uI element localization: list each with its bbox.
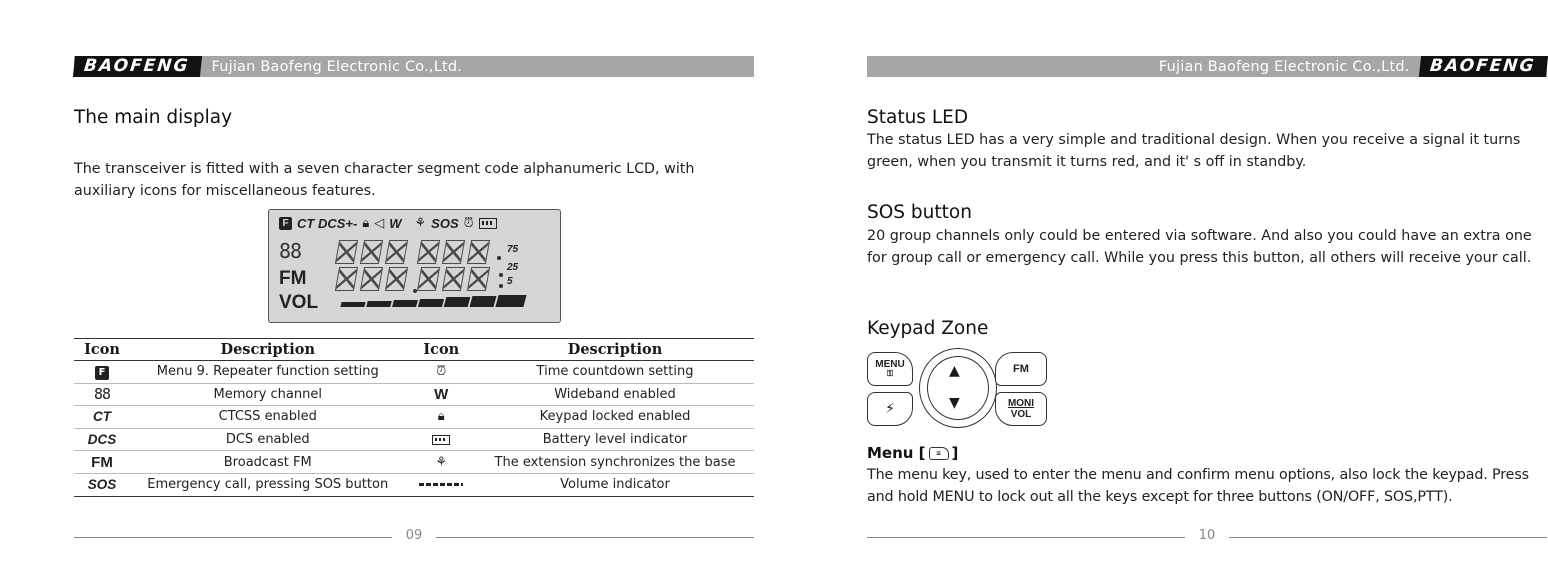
lcd-display-illustration <box>268 209 561 323</box>
lcd-sub-75: 75 <box>507 244 519 255</box>
icon-description-table <box>74 338 754 497</box>
lcd-segment-digit <box>467 240 490 264</box>
table-row <box>74 473 754 496</box>
footer-rule <box>867 537 1185 538</box>
table-cell-icon <box>74 473 130 496</box>
volume-indicator-icon <box>419 483 463 486</box>
table-cell-icon <box>406 451 476 474</box>
status-led-paragraph: The status LED has a very simple and traditional design. When you receive a signal it turns green, when you transmit it turns red, and it' s off in standby. <box>867 132 1521 170</box>
page-header <box>74 56 754 77</box>
lcd-segment-digit <box>385 267 408 291</box>
intro-paragraph: The transceiver is fitted with a seven character segment code alphanumeric LCD, with auxiliary icons for miscellaneous features. <box>74 161 695 199</box>
footer-rule <box>436 537 754 538</box>
lcd-segment-digit <box>417 240 440 264</box>
memory-channel-icon: 88 <box>93 385 111 404</box>
footer-rule <box>74 537 392 538</box>
flashlight-icon: ⚡︎ <box>885 401 895 417</box>
table-cell-icon <box>406 428 476 451</box>
table-cell-icon <box>74 361 130 384</box>
column-header-icon: Icon <box>74 339 130 361</box>
table-header-row <box>74 339 754 361</box>
lcd-sos-label: SOS <box>431 215 459 231</box>
flashlight-key <box>867 392 913 426</box>
page-header <box>867 56 1547 77</box>
arrow-key-inner <box>927 356 989 420</box>
lcd-speaker-icon: ◁ <box>374 215 385 230</box>
page-number: 09 <box>405 528 423 543</box>
lcd-small-dot <box>499 284 503 288</box>
lcd-volume-bar <box>444 297 471 307</box>
left-page <box>74 0 754 568</box>
menu-key-inline-icon: ≡ <box>929 447 949 460</box>
baofeng-logo: BAOFENG <box>1418 56 1548 77</box>
table-cell-description: Memory channel <box>130 383 406 406</box>
page-number: 10 <box>1198 528 1216 543</box>
table-cell-icon <box>74 406 130 429</box>
sos-icon: SOS <box>87 476 117 492</box>
lcd-icon-row <box>279 215 497 231</box>
repeater-f-icon: F <box>95 366 109 380</box>
menu-subtitle-prefix: Menu [ <box>867 444 926 462</box>
table-cell-icon <box>406 361 476 384</box>
lcd-f-icon: F <box>279 217 292 230</box>
lcd-volume-bar <box>470 296 497 307</box>
table-cell-icon <box>406 406 476 429</box>
lcd-sub-25: 25 <box>507 262 519 273</box>
section-title-main-display: The main display <box>74 107 233 128</box>
keypad-illustration <box>867 348 1057 432</box>
footer-rule <box>1229 537 1547 538</box>
lcd-battery-icon <box>479 218 497 229</box>
table-cell-description: Time countdown setting <box>476 361 754 384</box>
table-row <box>74 406 754 429</box>
column-header-description: Description <box>130 339 406 361</box>
menu-subtitle-suffix: ] <box>951 444 959 462</box>
lcd-segment-digit <box>385 240 408 264</box>
lcd-lock-icon: 🔒︎ <box>362 215 370 230</box>
menu-key <box>867 352 913 386</box>
lcd-segment-digit <box>360 240 383 264</box>
right-page <box>867 0 1547 568</box>
lcd-vol-label: VOL <box>279 292 319 313</box>
table-cell-description: Volume indicator <box>476 473 754 496</box>
lcd-w-label: W <box>389 215 402 231</box>
table-cell-description: DCS enabled <box>130 428 406 451</box>
arrow-down-icon: ▼ <box>949 395 960 411</box>
table-cell-description: Menu 9. Repeater function setting <box>130 361 406 384</box>
ctcss-icon: CT <box>93 408 111 424</box>
lcd-volume-bar <box>392 300 418 307</box>
menu-paragraph: The menu key, used to enter the menu and confirm menu options, also lock the keypad. Press and hold MENU to lock out all the keys except for three buttons (ON/OFF, SOS,PTT). <box>867 467 1529 505</box>
fm-key-label: FM <box>1013 363 1029 375</box>
arrow-up-icon: ▲ <box>949 363 960 379</box>
lcd-alarm-icon: ⏰︎ <box>463 215 474 230</box>
lcd-volume-bar <box>495 295 526 307</box>
section-title-keypad-zone: Keypad Zone <box>867 318 989 339</box>
table-row <box>74 361 754 384</box>
table-cell-description: CTCSS enabled <box>130 406 406 429</box>
lcd-small-dot <box>497 256 501 260</box>
column-header-description: Description <box>476 339 754 361</box>
table-cell-description: Keypad locked enabled <box>476 406 754 429</box>
table-cell-icon <box>406 473 476 496</box>
lcd-segment-digit <box>442 240 465 264</box>
baofeng-logo: BAOFENG <box>73 56 203 77</box>
table-cell-description: Battery level indicator <box>476 428 754 451</box>
handshake-icon: ⚘ <box>435 454 448 470</box>
lcd-segment-digit <box>467 267 490 291</box>
lcd-small-dot <box>499 273 503 277</box>
lcd-volume-bar <box>366 301 392 307</box>
table-cell-icon <box>406 383 476 406</box>
table-cell-icon <box>74 383 130 406</box>
table-row <box>74 383 754 406</box>
lcd-segment-digit <box>335 267 358 291</box>
lcd-segment-digit <box>442 267 465 291</box>
lcd-volume-bar <box>418 299 444 307</box>
dcs-icon: DCS <box>87 431 117 447</box>
table-row <box>74 428 754 451</box>
lcd-fm-label: FM <box>279 268 307 289</box>
broadcast-fm-icon: FM <box>91 453 113 471</box>
menu-subtitle <box>867 444 958 462</box>
lcd-memory-digits: 88 <box>279 239 302 263</box>
table-cell-description: Broadcast FM <box>130 451 406 474</box>
sos-button-paragraph: 20 group channels only could be entered via software. And also you could have an extra one for group call or emergency call. While you press this button, all others will receive your call. <box>867 228 1532 266</box>
page-footer <box>74 527 754 547</box>
moni-vol-key <box>995 392 1047 426</box>
table-cell-icon <box>74 428 130 451</box>
lcd-segment-digit <box>417 267 440 291</box>
lcd-handshake-icon: ⚘ <box>414 215 427 230</box>
lock-icon: 🔒︎ <box>437 409 445 425</box>
lcd-volume-bar <box>340 302 365 307</box>
fm-key <box>995 352 1047 386</box>
table-cell-icon <box>74 451 130 474</box>
arrow-key-ring <box>919 348 997 428</box>
page-footer <box>867 527 1547 547</box>
column-header-icon: Icon <box>406 339 476 361</box>
lcd-ct-dcs-label: CT DCS+- <box>297 215 358 231</box>
battery-icon <box>432 435 450 445</box>
company-name: Fujian Baofeng Electronic Co.,Ltd. <box>211 58 463 75</box>
table-cell-description: The extension synchronizes the base <box>476 451 754 474</box>
lcd-segment-digit <box>335 240 358 264</box>
wideband-w-icon: W <box>434 385 449 403</box>
vol-key-label: VOL <box>1010 409 1032 420</box>
moni-key-label: MONI <box>1007 398 1035 409</box>
alarm-clock-icon: ⏰︎ <box>436 364 447 380</box>
lcd-segment-digit <box>360 267 383 291</box>
table-cell-description: Emergency call, pressing SOS button <box>130 473 406 496</box>
section-title-status-led: Status LED <box>867 107 969 128</box>
key-icon: ⚿ <box>886 369 894 378</box>
lcd-sub-5: 5 <box>507 276 513 287</box>
menu-key-label: MENU <box>875 359 905 370</box>
table-cell-description: Wideband enabled <box>476 383 754 406</box>
section-title-sos-button: SOS button <box>867 202 972 223</box>
company-name: Fujian Baofeng Electronic Co.,Ltd. <box>1158 58 1410 75</box>
table-row <box>74 451 754 474</box>
